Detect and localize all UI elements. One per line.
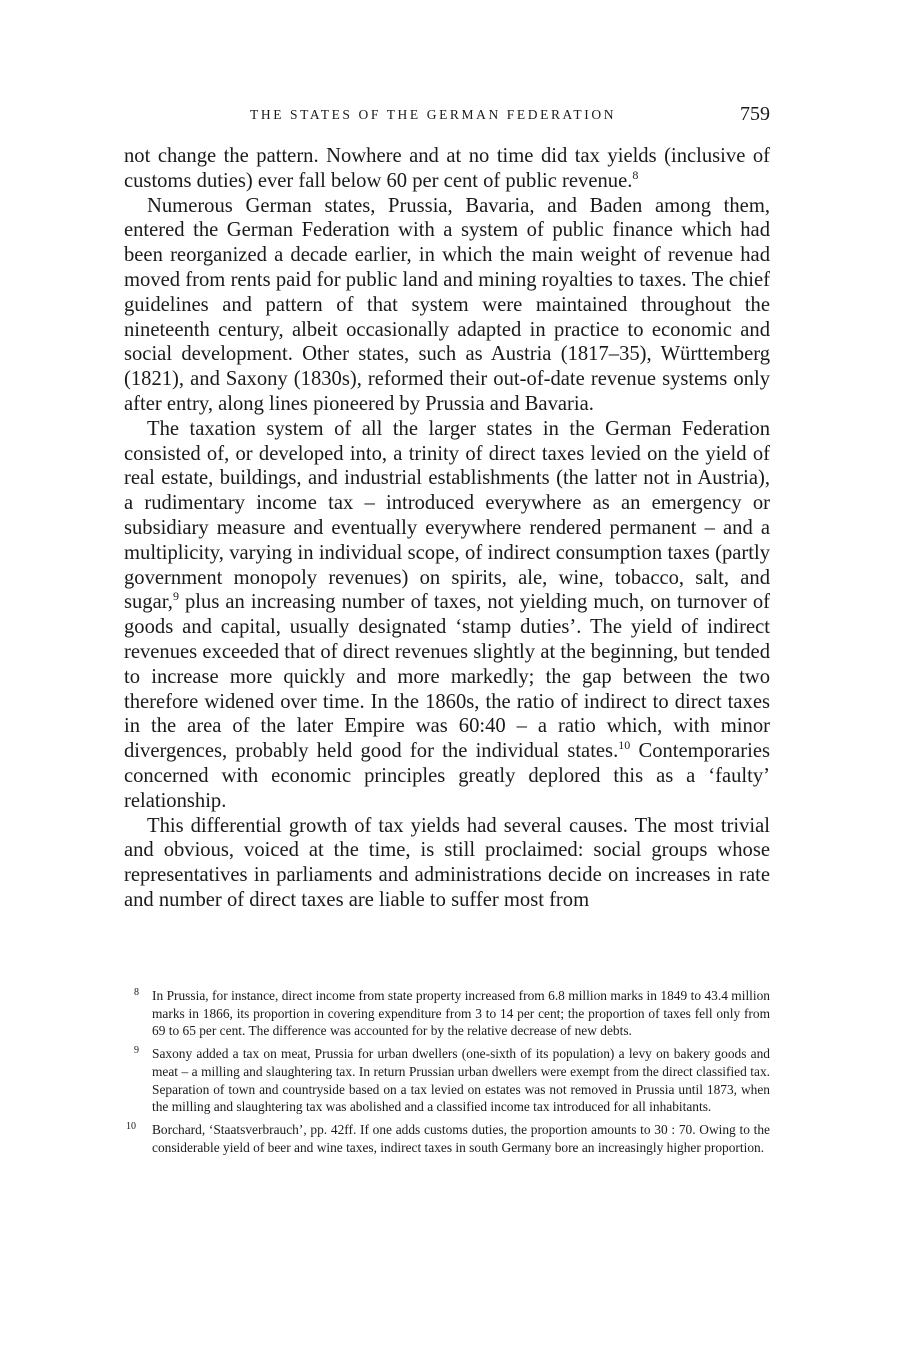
footnote-marker: 8 — [134, 987, 139, 998]
paragraph-3 — [124, 417, 770, 814]
footnotes — [124, 987, 770, 1161]
paragraph-1 — [124, 144, 770, 194]
paragraph-4 — [124, 814, 770, 913]
footnote-ref-10[interactable]: 10 — [618, 738, 631, 753]
footnote-marker: 9 — [134, 1045, 139, 1057]
footnote-text: In Prussia, for instance, direct income from state property increased from 6.8 million marks in 1849 to 43.4 million marks in 1866, its proportion in covering expenditure from 3 to 14 per cent; the proportion of taxes fell only from 69 to 65 per cent. The difference was accounted for by the relative decrease of new debts. — [152, 988, 770, 1039]
footnote-text: Borchard, ‘Staatsverbrauch’, pp. 42ff. If one adds customs duties, the proportion amounts to 30 : 70. Owing to the considerable yield of beer and wine taxes, indirect taxes in south Germany bore an increasingly higher proportion. — [152, 1121, 770, 1155]
paragraph-3-text-a: The taxation system of all the larger states in the German Federation consisted of, or developed into, a trinity of direct taxes levied on the yield of real estate, buildings, and industrial establishments (the latter not in Austria), a rudimentary income tax – introduced everywhere as an emergency or subsidiary measure and eventually everywhere rendered permanent – and a multiplicity, varying in individual scope, of indirect consumption taxes (partly government monopoly revenues) on spirits, ale, wine, tobacco, salt, and sugar, — [124, 417, 770, 614]
footnote-8 — [124, 987, 770, 1040]
running-title: THE STATES OF THE GERMAN FEDERATION — [250, 107, 617, 122]
paragraph-4-text: This differential growth of tax yields had several causes. The most trivial and obvious, voiced at the time, is still proclaimed: social groups whose representatives in parliaments and administrations decide on increases in rate and number of direct taxes are liable to suffer most from — [124, 814, 770, 911]
paragraph-3-text-b: plus an increasing number of taxes, not yielding much, on turnover of goods and capital, usually designated ‘stamp duties’. The yield of indirect revenues exceeded that of direct revenues slightly at the beginning, but tended to increase more quickly and more markedly; the gap between the two therefore widened over time. In the 1860s, the ratio of indirect to direct taxes in the area of the later Empire was 60:40 – a ratio which, with minor divergences, probably held good for the individual states. — [124, 591, 770, 763]
paragraph-2 — [124, 194, 770, 417]
paragraph-3-text-c: Contemporaries concerned with economic principles greatly deplored this as a ‘faulty’ relationship. — [124, 740, 771, 812]
footnote-text: Saxony added a tax on meat, Prussia for urban dwellers (one-sixth of its population) a levy on bakery goods and meat – a milling and slaughtering tax. In return Prussian urban dwellers were exempt from the direct classified tax. Separation of town and countryside based on a tax levied on estates was not removed in Prussia until 1873, when the milling and slaughtering tax was abolished and a classified income tax introduced for all inhabitants. — [152, 1046, 770, 1115]
page-number: 759 — [740, 103, 770, 125]
paragraph-2-text: Numerous German states, Prussia, Bavaria, and Baden among them, entered the German Federation with a system of public finance which had been reorganized a decade earlier, in which the main weight of revenue had moved from rents paid for public land and mining royalties to taxes. The chief guidelines and pattern of that system were maintained throughout the nineteenth century, albeit occasionally adapted in practice to economic and social development. Other states, such as Austria (1817–35), Württemberg (1821), and Saxony (1830s), reformed their out-of-date revenue systems only after entry, along lines pioneered by Prussia and Bavaria. — [124, 194, 770, 415]
footnote-ref-9[interactable]: 9 — [172, 589, 179, 604]
footnote-9 — [124, 1045, 770, 1116]
paragraph-1-text: not change the pattern. Nowhere and at no time did tax yields (inclusive of customs duties) ever fall below 60 per cent of public revenue. — [124, 145, 770, 192]
footnote-10 — [124, 1121, 770, 1156]
footnote-marker: 10 — [126, 1120, 136, 1132]
body-text — [124, 144, 770, 913]
footnote-ref-8[interactable]: 8 — [632, 167, 639, 182]
running-head — [124, 103, 770, 128]
